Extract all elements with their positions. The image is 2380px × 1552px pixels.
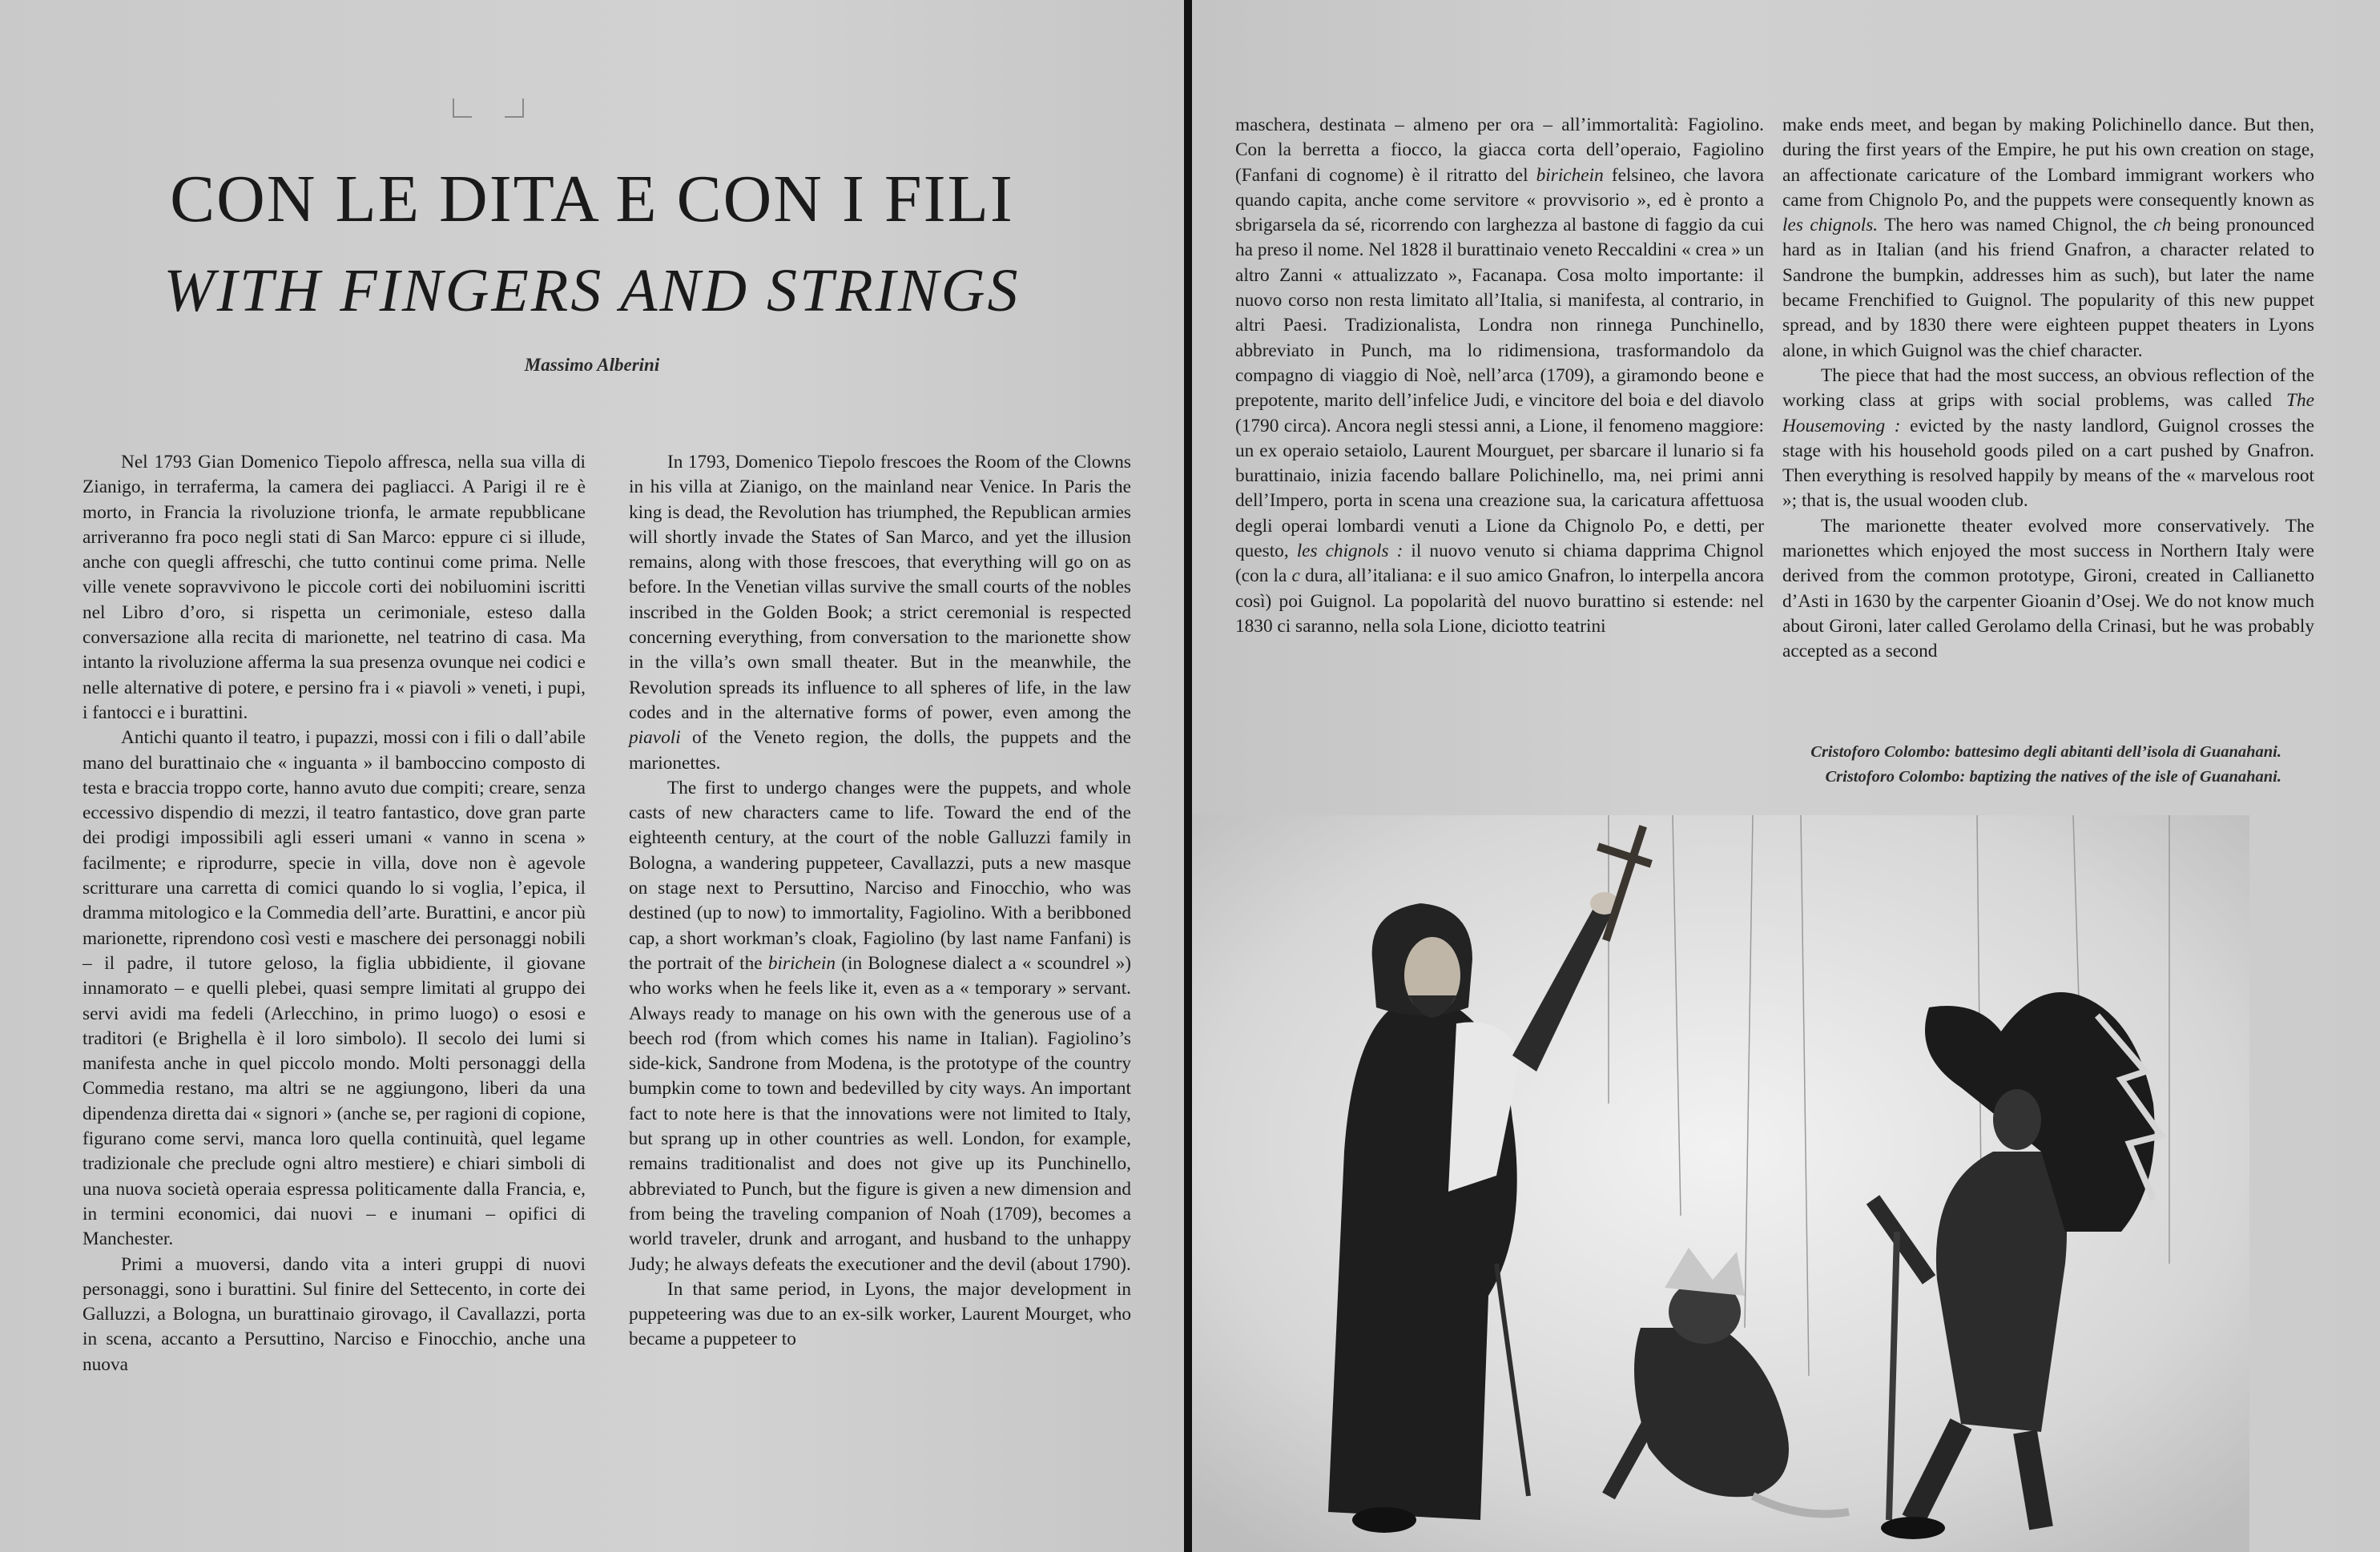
paragraph: make ends meet, and began by making Polichinello dance. But then, during the first years of the Empire, he put his own creation on stage, an affectionate caricature of the Lombard immigrant workers who came from Chignolo Po, and the puppets were consequently known as les chignols. The hero was named Chignol, the ch being pronounced hard as in Italian (and his friend Gnafron, a character related to Sandrone the bumpkin, addresses him as such), but later the name became Frenchified to Guignol. The popularity of this new puppet spread, and by 1830 there were eighteen puppet theaters in Lyons alone, in which Guignol was the chief character. xyxy=(1782,115,2315,361)
article-title-italian: CON LE DITA E CON I FILI xyxy=(170,162,1014,236)
crop-mark xyxy=(453,99,472,118)
photo-caption-english: Cristoforo Colombo: baptizing the natives of the isle of Guanahani. xyxy=(1825,768,2281,786)
italian-column-left xyxy=(83,450,586,1377)
paragraph: The piece that had the most success, an obvious reflection of the working class at grips with social problems, was called The Housemoving : evicted by the nasty landlord, Guignol crosses the stage with his household goods piled on a cart pushed by Gnafron. Then everything is resolved happily by means of the « marvelous root »; that is, the usual wooden club. xyxy=(1782,364,2314,512)
article-title-english: WITH FINGERS AND STRINGS xyxy=(163,257,1021,324)
paragraph: The first to undergo changes were the puppets, and whole casts of new characters came to life. Toward the end of the eighteenth century, at the court of the noble Galluzzi family in Bologna, a wandering puppeteer, Cavallazzi, puts a new masque on stage next to Persuttino, Narciso and Finocchio, who was destined (up to now) to immortality, Fagiolino. With a beribboned cap, a short workman’s cloak, Fagiolino (by last name Fanfani) is the portrait of the birichein (in Bolognese dialect a « scoundrel ») who works when he feels like it, even as a « temporary » servant. Always ready to manage on his own with the generous use of a beech rod (from which comes his name in Italian). Fagiolino’s side-kick, Sandrone from Modena, is the prototype of the country bumpkin come to town and bedevilled by city ways. An important fact to note here is that the innovations were not limited to Italy, but sprang up in other countries as well. London, for example, remains traditionalist and does not give up its Punchinello, abbreviated to Punch, but the figure is given a new dimension and from being the traveling companion of Noah (1709), becomes a world traveler, drunk and arrogant, and husband to the unhappy Judy; he always defeats the executioner and the devil (about 1790). xyxy=(629,777,1132,1275)
paragraph: The marionette theater evolved more conservatively. The marionettes which enjoyed the most success in Northern Italy were derived from the common prototype, Gironi, created in Callianetto d’Asti in 1630 by the carpenter Gioanin d’Osej. We do not know much about Gironi, later called Gerolamo della Crinasi, but he was probably accepted as a second xyxy=(1782,515,2314,662)
italian-column-right xyxy=(1235,113,1764,639)
paragraph: Antichi quanto il teatro, i pupazzi, mossi con i fili o dall’abile mano del burattinaio che « inguanta » il bamboccino composto di testa e braccia troppo corte, hanno avuto due compiti; creare, senza eccessivo dispendio di mezzi, il teatro fantastico, dove gran parte dei prodigi impossibili agli esseri umani « vanno in scena » facilmente; e riprodurre, specie in villa, dove non è agevole scritturare una carretta di comici quando lo si voglia, l’epica, il dramma mitologico e la Commedia dell’arte. Burattini, e ancor più marionette, riprendono così vesti e maschere dei personaggi nobili – il padre, il tutore geloso, la figlia ubbidiente, il giovane innamorato – e quelli plebei, quasi sempre limitati al gruppo dei servi avidi ma fedeli (Arlecchino, in primo luogo) o esosi e traditori (e Brighella è il loro simbolo). Il secolo dei lumi si manifesta anche in quel piccolo mondo. Molti personaggi della Commedia restano, ma altri se ne aggiungono, liberi da una dipendenza diretta dai « signori » (anche se, per ragioni di copione, figurano come servi, manca loro quella continuità, quel legame tradizionale che preclude ogni altro mestiere) e chiari simboli di una nuova società operaia espressa politicamente dalla Francia, e, in termini economici, dai nuovi – e inumani – opifici di Manchester. xyxy=(83,727,586,1250)
english-column-right xyxy=(1782,113,2314,665)
paragraph: Nel 1793 Gian Domenico Tiepolo affresca, nella sua villa di Zianigo, in terraferma, la camera dei pagliacci. A Parigi il re è morto, in Francia la rivoluzione trionfa, le armate repubblicane arriveranno fra poco negli stati di San Marco: eppure ci si illude, anche con quegli affreschi, che tutto continui come prima. Nelle ville venete sopravvivono le piccole corti dei nobiluomini iscritti nel Libro d’oro, si rispetta un cerimoniale, esteso dalla conversazione alla recita di marionette, nel teatrino di casa. Ma intanto la rivoluzione afferma la sua presenza ovunque nei codici e nelle alternative di potere, e persino fra i « piavoli » veneti, i pupi, i fantocci e i burattini. xyxy=(83,452,586,723)
paragraph: In that same period, in Lyons, the major development in puppeteering was due to an ex-silk worker, Laurent Mourget, who became a puppeteer to xyxy=(629,1278,1131,1350)
crop-mark xyxy=(505,99,524,118)
page-gutter xyxy=(1184,0,1192,1552)
paragraph: maschera, destinata – almeno per ora – all’immortalità: Fagiolino. Con la berretta a fiocco, la giacca corta dell’operaio, Fagiolino (Fanfani di cognome) è il ritratto del birichein felsineo, che lavora quando capita, anche come servitore « provvisorio », ed è pronto a sbrigarsela da sé, ricorrendo con larghezza al bastone di faggio da cui ha preso il nome. Nel 1828 il burattinaio veneto Reccaldini « crea » un altro Zanni « attualizzato », Facanapa. Cosa molto importante: il nuovo corso non resta limitato all’Italia, si manifesta, al contrario, in altri Paesi. Tradizionalista, Londra non rinnega Punchinello, abbreviato in Punch, ma lo ridimensiona, trasformandolo da compagno di viaggio di Noè, nell’arca (1709), a giramondo beone e prepotente, marito dell’infelice Judi, e vincitore del boia e del diavolo (1790 circa). Ancora negli stessi anni, a Lione, il fenomeno maggiore: un ex operaio setaiolo, Laurent Mourguet, per sbarcare il lunario si fa burattinaio, inizia facendo ballare Polichinello, ma, nei primi anni dell’Impero, porta in scena una creazione sua, la caricatura affettuosa degli operai lombardi venuti a Lione da Chignolo Po, e detti, per questo, les chignols : il nuovo venuto si chiama dapprima Chignol (con la c dura, all’italiana: e il suo amico Gnafron, lo interpella ancora così) poi Guignol. La popolarità del nuovo burattino si estende: nel 1830 ci saranno, nella sola Lione, diciotto teatrini xyxy=(1235,115,1765,637)
paragraph: In 1793, Domenico Tiepolo frescoes the Room of the Clowns in his villa at Zianigo, on the mainland near Venice. In Paris the king is dead, the Revolution has triumphed, the Republican armies will shortly invade the States of San Marco, and yet the illusion remains, along with those frescoes, that everything will go on as before. In the Venetian villas survive the small courts of the nobles inscribed in the Golden Book; a strict ceremonial is respected concerning everything, from conversation to the marionette show in the villa’s own small theater. But in the meanwhile, the Revolution spreads its influence to all spheres of life, in the law codes and in the alternative forms of power, even among the piavoli of the Veneto region, the dolls, the puppets and the marionettes. xyxy=(629,452,1131,774)
paragraph: Primi a muoversi, dando vita a interi gruppi di nuovi personaggi, sono i burattini. Sul finire del Settecento, in corte dei Galluzzi, a Bologna, un burattinaio girovago, il Cavallazzi, porta in scena, accanto a Persuttino, Narciso e Finocchio, anche una nuova xyxy=(83,1253,586,1375)
marionette-photo xyxy=(1192,815,2249,1552)
left-page xyxy=(0,0,1184,1552)
photo-caption-italian: Cristoforo Colombo: battesimo degli abitanti dell’isola di Guanahani. xyxy=(1810,743,2281,761)
english-column-left xyxy=(629,450,1131,1353)
author-byline: Massimo Alberini xyxy=(524,355,660,375)
